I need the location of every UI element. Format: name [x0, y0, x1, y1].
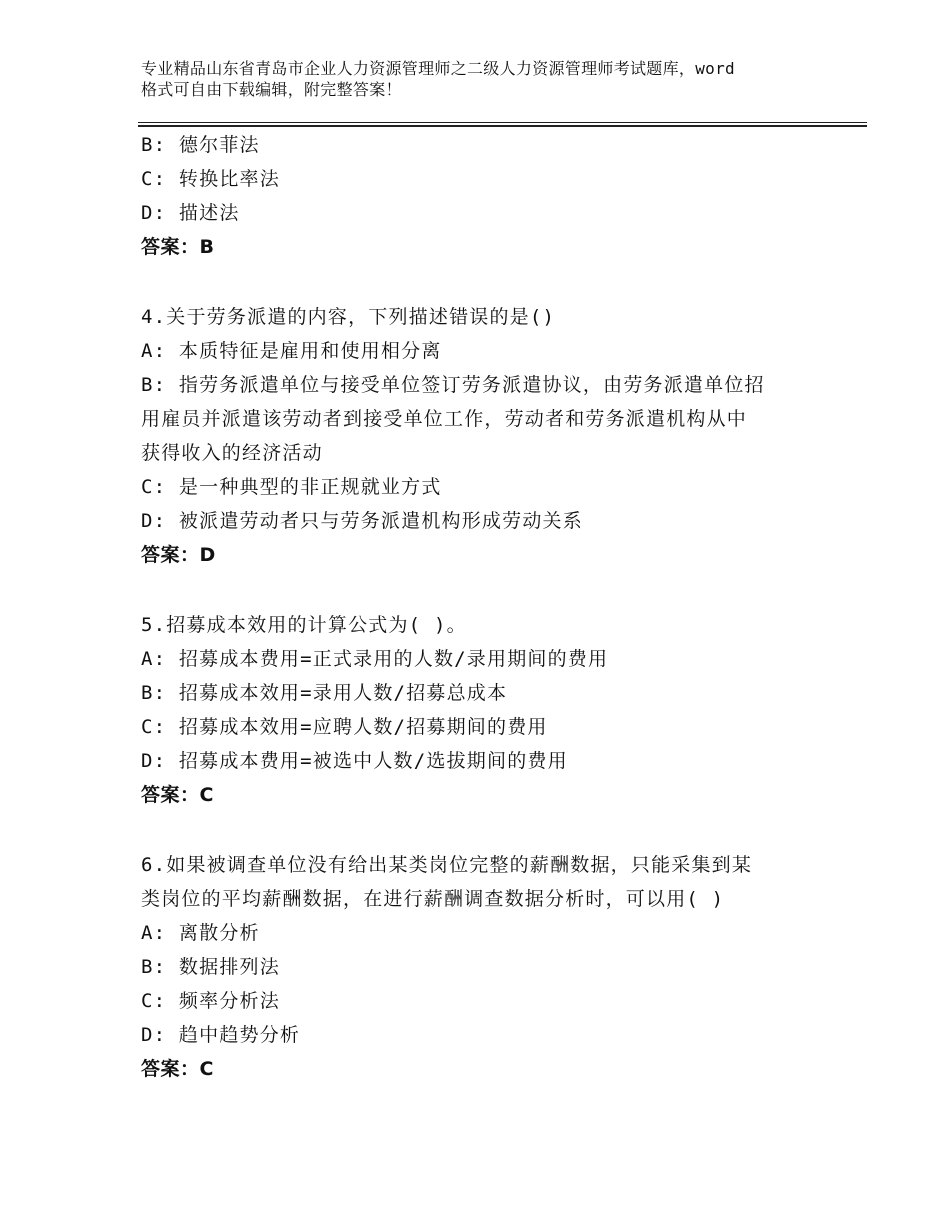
question-4-block [141, 300, 841, 572]
option-d: D: 趋中趋势分析 [141, 1024, 301, 1046]
question-stem-continued: 类岗位的平均薪酬数据，在进行薪酬调查数据分析时，可以用( ) [141, 888, 725, 910]
option-a: A: 离散分析 [141, 922, 260, 944]
option-c: C: 转换比率法 [141, 168, 280, 190]
question-stem: 5.招募成本效用的计算公式为( )。 [141, 614, 467, 636]
option-d: D: 描述法 [141, 202, 240, 224]
question-stem: 4.关于劳务派遣的内容，下列描述错误的是() [141, 306, 556, 328]
answer-line: 答案：B [141, 236, 215, 258]
option-b-continued: 用雇员并派遣该劳动者到接受单位工作，劳动者和劳务派遣机构从中 [141, 408, 748, 430]
document-header [141, 58, 841, 100]
option-b: B: 数据排列法 [141, 956, 280, 978]
question-6-block [141, 848, 841, 1086]
option-a: A: 招募成本费用=正式录用的人数/录用期间的费用 [141, 648, 609, 670]
document-body [141, 128, 841, 1086]
option-c: C: 频率分析法 [141, 990, 280, 1012]
header-divider-thin [138, 122, 867, 123]
header-divider-thick [138, 125, 867, 127]
option-d: D: 招募成本费用=被选中人数/选拔期间的费用 [141, 750, 568, 772]
option-b: B: 招募成本效用=录用人数/招募总成本 [141, 682, 508, 704]
option-b: B: 德尔菲法 [141, 134, 260, 156]
answer-line: 答案：D [141, 544, 216, 566]
option-d: D: 被派遣劳动者只与劳务派遣机构形成劳动关系 [141, 510, 583, 532]
option-b-continued: 获得收入的经济活动 [141, 442, 323, 464]
option-c: C: 是一种典型的非正规就业方式 [141, 476, 442, 498]
header-line-2: 格式可自由下载编辑，附完整答案！ [141, 80, 402, 99]
answer-line: 答案：C [141, 784, 214, 806]
question-stem: 6.如果被调查单位没有给出某类岗位完整的薪酬数据，只能采集到某 [141, 854, 753, 876]
option-a: A: 本质特征是雇用和使用相分离 [141, 340, 442, 362]
answer-line: 答案：C [141, 1058, 214, 1080]
option-b: B: 指劳务派遣单位与接受单位签订劳务派遣协议，由劳务派遣单位招 [141, 374, 765, 396]
prev-question-block [141, 128, 841, 264]
header-line-1: 专业精品山东省青岛市企业人力资源管理师之二级人力资源管理师考试题库，word [141, 59, 735, 78]
option-c: C: 招募成本效用=应聘人数/招募期间的费用 [141, 716, 548, 738]
question-5-block [141, 608, 841, 812]
